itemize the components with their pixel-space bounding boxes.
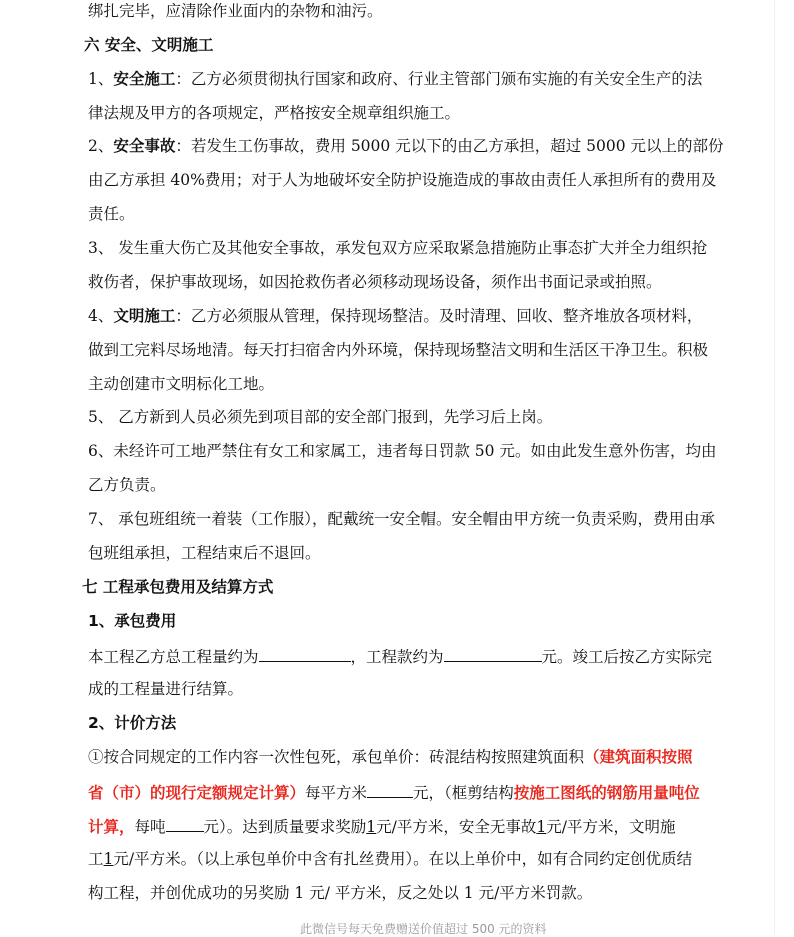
- red-note: （建筑面积按照: [584, 748, 693, 766]
- item-label: 安全事故: [113, 137, 176, 155]
- pricing-line-1: [88, 746, 693, 768]
- text: 元/平方米。（以上承包单价中含有扎丝费用）。在以上单价中，如有合同约定创优质结: [113, 850, 693, 868]
- pricing-line-2: [88, 780, 700, 804]
- item-number: 1、: [88, 70, 114, 88]
- paragraph-7-line-1: 7、 承包班组统一着装（工作服），配戴统一安全帽。安全帽由甲方统一负责采购，费用由承: [88, 510, 716, 528]
- paragraph-7-line-2: 包班组承担，工程结束后不退回。: [88, 544, 321, 562]
- section-heading-6: 六 安全、文明施工: [84, 36, 214, 54]
- paragraph-4-line-1: [88, 305, 702, 327]
- paragraph-2-line-2: 由乙方承担 40%费用；对于人为地破坏安全防护设施造成的事故由责任人承担所有的费用及: [88, 171, 717, 189]
- text: 元。竣工后按乙方实际完: [541, 648, 713, 666]
- paragraph-3-line-2: 救伤者，保护事故现场，如因抢救伤者必须移动现场设备，须作出书面记录或拍照。: [88, 273, 662, 291]
- pricing-line-5: 构工程，并创优成功的另奖励 1 元/ 平方米，反之处以 1 元/平方米罚款。: [88, 884, 593, 902]
- total-amount-blank[interactable]: [444, 644, 542, 662]
- page-edge: [774, 0, 775, 934]
- civilized-bonus-value: 1: [103, 850, 114, 868]
- pricing-line-4: [88, 848, 692, 870]
- text: 本工程乙方总工程量约为: [88, 648, 259, 666]
- item-text: ：乙方必须贯彻执行国家和政府、行业主管部门颁布实施的有关安全生产的法: [175, 70, 703, 88]
- paragraph-5: 5、 乙方新到人员必须先到项目部的安全部门报到，先学习后上岗。: [88, 408, 553, 426]
- total-quantity-blank[interactable]: [259, 644, 351, 662]
- item-text: ：乙方必须服从管理，保持现场整洁。及时清理、回收、整齐堆放各项材料，: [175, 307, 703, 325]
- quality-bonus-value: 1: [366, 818, 377, 836]
- paragraph-1-line-2: 律法规及甲方的各项规定，严格按安全规章组织施工。: [88, 104, 461, 122]
- item-number: 2、: [88, 137, 114, 155]
- text: 每吨: [134, 818, 166, 836]
- text: 每平方米: [305, 784, 368, 802]
- red-note: 按施工图纸的钢筋用量吨位: [513, 784, 700, 802]
- cost-line-1: [88, 644, 712, 668]
- item-text: ：若发生工伤事故，费用 5000 元以下的由乙方承担，超过 5000 元以上的部份: [175, 137, 724, 155]
- paragraph-2-line-3: 责任。: [88, 205, 135, 223]
- footer-watermark: 此微信号每天免费赠送价值超过 500 元的资料: [300, 922, 547, 936]
- text-line: 绑扎完毕，应清除作业面内的杂物和油污。: [88, 2, 383, 20]
- text: 元）。达到质量要求奖励: [203, 818, 367, 836]
- item-number: 4、: [88, 307, 114, 325]
- text: ①按合同规定的工作内容一次性包死，承包单价：砖混结构按照建筑面积: [88, 748, 585, 766]
- paragraph-4-line-3: 主动创建市文明标化工地。: [88, 375, 275, 393]
- paragraph-4-line-2: 做到工完料尽场地清。每天打扫宿舍内外环境，保持现场整洁文明和生活区干净卫生。积极: [88, 341, 709, 359]
- text: 元/平方米，文明施: [546, 818, 676, 836]
- red-note: 省（市）的现行定额规定计算）: [88, 784, 306, 802]
- item-label: 安全施工: [113, 70, 176, 88]
- subsection-heading-1: 1、承包费用: [88, 612, 177, 630]
- text: 元/平方米，安全无事故: [376, 818, 537, 836]
- paragraph-3-line-1: 3、 发生重大伤亡及其他安全事故，承发包双方应采取紧急措施防止事态扩大并全力组织抢: [88, 239, 708, 257]
- pricing-line-3: [88, 814, 676, 838]
- item-label: 文明施工: [113, 307, 176, 325]
- paragraph-6-line-2: 乙方负责。: [88, 476, 166, 494]
- unit-price-blank[interactable]: [367, 780, 413, 798]
- red-note: 计算，: [88, 818, 135, 836]
- section-heading-7: 七 工程承包费用及结算方式: [82, 578, 274, 596]
- paragraph-2-line-1: [88, 135, 724, 157]
- text: 元，（框剪结构: [413, 784, 514, 802]
- paragraph-6-line-1: 6、未经许可工地严禁住有女工和家属工，违者每日罚款 50 元。如由此发生意外伤害，均由: [88, 442, 717, 460]
- safety-bonus-value: 1: [536, 818, 547, 836]
- cost-line-2: 成的工程量进行结算。: [88, 680, 244, 698]
- text: ，工程款约为: [350, 648, 444, 666]
- subsection-heading-2: 2、计价方法: [88, 714, 177, 732]
- per-ton-price-blank[interactable]: [166, 814, 204, 832]
- paragraph-1-line-1: [88, 68, 702, 90]
- text: 工: [88, 850, 104, 868]
